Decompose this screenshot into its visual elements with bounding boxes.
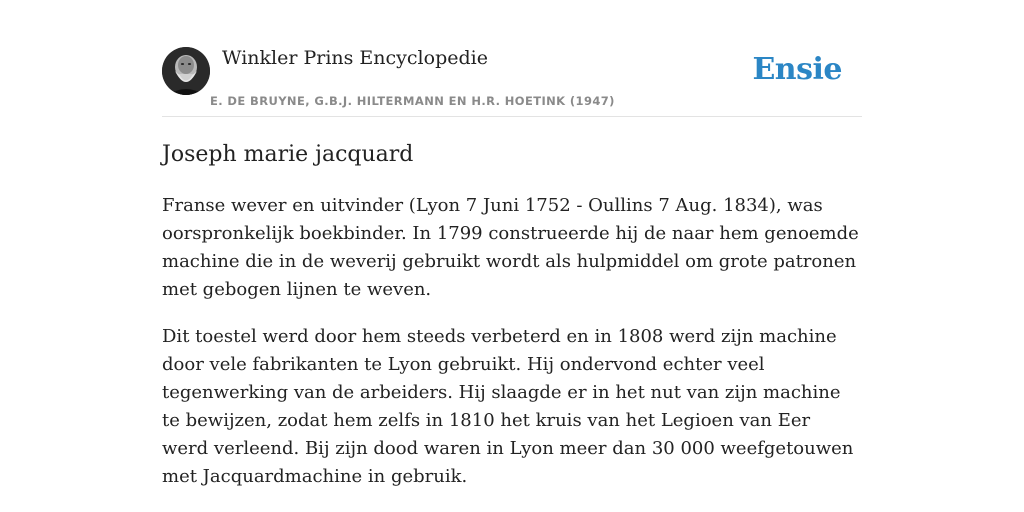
author-avatar[interactable] [162,47,210,95]
article-body [162,192,862,510]
publication-authors: E. DE BRUYNE, G.B.J. HILTERMANN EN H.R. HOETINK (1947) [210,94,615,108]
article-paragraph: Dit toestel werd door hem steeds verbeterd en in 1808 werd zijn machine door vele fabrikanten te Lyon gebruikt. Hij ondervond echter veel tegenwerking van de arbeiders. Hij slaagde er in het nut van zijn machine te bewijzen, zodat hem zelfs in 1810 het kruis van het Legioen van Eer werd verleend. Bij zijn dood waren in Lyon meer dan 30 000 weefgetouwen met Jacquardmachine in gebruik. [162,326,854,487]
article-title: Joseph marie jacquard [162,142,414,167]
article-paragraph: Franse wever en uitvinder (Lyon 7 Juni 1752 - Oullins 7 Aug. 1834), was oorspronkelijk boekbinder. In 1799 construeerde hij de naar hem genoemde machine die in de weverij gebruikt wordt als hulpmiddel om grote patronen met gebogen lijnen te weven. [162,195,859,300]
ensie-logo[interactable]: Ensie [752,52,842,87]
author-portrait-image [162,47,210,95]
publication-header [162,46,862,117]
publication-title[interactable]: Winkler Prins Encyclopedie [222,47,488,69]
